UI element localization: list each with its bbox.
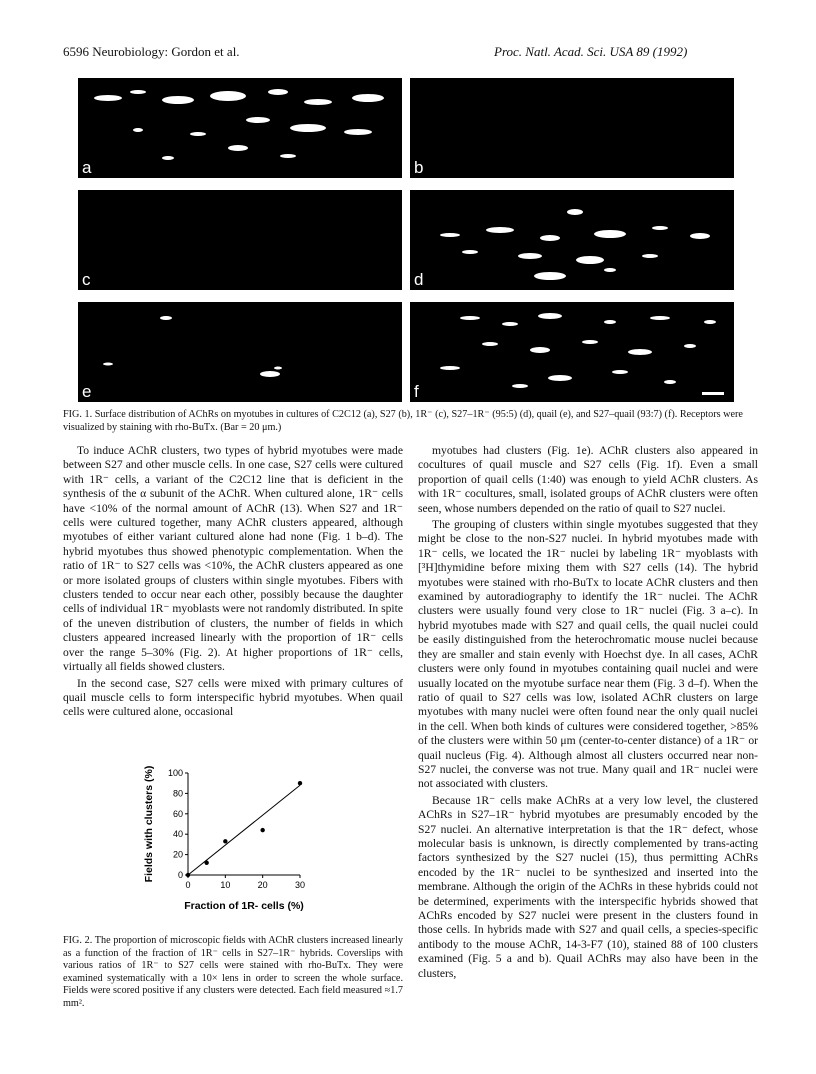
paragraph: The grouping of clusters within single myotubes suggested that they might be close to the non-S27 nuclei. In hybrid myotubes made with 1R⁻ cells, we located the 1R⁻ nuclei by labeling 1R⁻ myoblasts with [³H]thymidine before mixing them with S27 cells (14). The hybrid myotubes were stained with rho-BuTx to locate AChR clusters and then examined by autoradiography to identify the 1R⁻ nuclei. The AChR clusters were usually found very close to 1R⁻ nuclei (Fig. 3 a–c). In hybrid myotubes made with S27 and quail cells, the quail nuclei could be easily distinguished from the heterochromatic mouse nuclei because they are smaller and stain evenly with Hoechst dye. In all cases, AChR clusters were only found in myotubes containing quail nuclei and were usually located on the myotube surface near them (Fig. 3 d–f). When the ratio of quail to S27 cells was low, isolated AChR clusters on large myotubes with many nuclei were often found near the only quail nuclei in the cell. When both kinds of cultures were considered together, >85% of the clusters were within 50 μm (center-to-center distance) of a 1R⁻ or quail nucleus (Fig. 4). Although almost all clusters occurred near non-S27 nuclei, the converse was not true. Many quail and 1R⁻ nuclei were not associated with clusters.: [418, 518, 758, 791]
paragraph: In the second case, S27 cells were mixed with primary cultures of quail muscle cells to form interspecific hybrid myotubes. When quail cells were cultured alone, occasional: [63, 676, 403, 719]
x-axis-label: Fraction of 1R- cells (%): [184, 900, 304, 912]
left-column: [63, 444, 403, 720]
paragraph: Because 1R⁻ cells make AChRs at a very low level, the clustered AChRs in S27–1R⁻ hybrid myotubes are presumably encoded by the S27 nuclei. An alternative interpretation is that the 1R⁻ defect, whose molecular basis is unknown, is directly complemented by trans-acting factors synthesized by the S27 nuclei (15), thus permitting AChRs encoded by the 1R⁻ nuclei to be synthesized and inserted into the membrane. Although the origin of the AChRs in these hybrids could not be determined, experiments with the interspecific hybrids showed that AChRs encoded by S27 nuclei were present in the clusters found in those cells. In hybrids made with S27 and quail cells, a species-specific antibody to the mouse AChR, 14-3-F7 (10), stained 88 of 100 clusters examined (Fig. 5 a and b). Quail AChRs may also have been in the clusters,: [418, 793, 758, 980]
data-point: [298, 781, 302, 785]
data-point: [223, 839, 227, 843]
y-tick-label: 60: [172, 808, 183, 819]
panel-label: c: [82, 270, 91, 289]
y-tick-label: 80: [172, 788, 183, 799]
running-header-left: 6596 Neurobiology: Gordon et al.: [63, 44, 240, 59]
running-header-right: Proc. Natl. Acad. Sci. USA 89 (1992): [494, 44, 688, 59]
y-tick-label: 0: [177, 870, 183, 880]
data-point: [204, 861, 208, 865]
x-tick-label: 20: [257, 880, 268, 890]
panel-label: d: [414, 270, 424, 289]
right-column: [418, 444, 758, 981]
figure1-panel-c: [78, 190, 402, 290]
figure1-panel-e: [78, 302, 402, 402]
figure2-chart-svg: [140, 765, 340, 915]
y-tick-label: 20: [172, 849, 183, 860]
fit-line: [188, 785, 300, 875]
figure2-chart: [140, 765, 340, 915]
data-point: [186, 873, 190, 877]
panel-label: f: [414, 382, 419, 401]
x-tick-label: 0: [185, 880, 191, 890]
figure1-panel-f: [410, 302, 734, 402]
x-tick-label: 10: [220, 880, 231, 890]
panel-label: e: [82, 382, 92, 401]
y-tick-label: 40: [172, 829, 183, 840]
paragraph: To induce AChR clusters, two types of hybrid myotubes were made between S27 and other muscle cells. In one case, S27 cells were cultured with 1R⁻ cells, a variant of the C2C12 line that is deficient in the synthesis of the α subunit of the AChR. When cultured alone, 1R⁻ cells have <10% of the normal amount of AChR (13). When S27 and 1R⁻ cells were cultured together, many AChR clusters appeared, although myotubes of either variant cultured alone had none (Fig. 1 b–d). The hybrid myotubes thus showed phenotypic complementation. When the ratio of 1R⁻ to S27 cells was <10%, the AChR clusters appeared as one or more isolated groups of clusters within single myotubes. Fibers with clusters tended to occur near each other, possibly because the daughter cells of individual 1R⁻ myoblasts were not randomly distributed. In spite of the uneven distribution of clusters, the number of fields in which clusters appeared increased linearly with the proportion of 1R⁻ cells over the range 5–30% (Fig. 2). At higher proportions of 1R⁻ cells, virtually all fields showed clusters.: [63, 444, 403, 674]
y-tick-label: 100: [167, 768, 183, 778]
panel-label: a: [82, 158, 92, 177]
x-tick-label: 30: [294, 880, 306, 890]
figure1-panel-b: [410, 78, 734, 178]
y-axis-label: Fields with clusters (%): [143, 765, 155, 883]
data-point: [260, 828, 264, 832]
figure1-panel-a: [78, 78, 402, 178]
panel-label: b: [414, 158, 424, 177]
paragraph: myotubes had clusters (Fig. 1e). AChR clusters also appeared in cocultures of quail muscle and S27 cells (Fig. 1f). Even a small proportion of quail cells (1:40) was enough to yield AChR clusters. As with 1R⁻ cocultures, small, isolated groups of AChR clusters were often seen, whose numbers depended on the ratio of quail to S27 nuclei.: [418, 444, 758, 515]
figure1-panel-d: [410, 190, 734, 290]
figure1-caption: FIG. 1. Surface distribution of AChRs on myotubes in cultures of C2C12 (a), S27 (b), 1R⁻ (c), S27–1R⁻ (95:5) (d), quail (e), and S27–quail (93:7) (f). Receptors were visualized by staining with rho-BuTx. (Bar = 20 μm.): [63, 409, 743, 433]
figure2-caption: FIG. 2. The proportion of microscopic fields with AChR clusters increased linearly as a function of the fraction of 1R⁻ cells in S27–1R⁻ hybrids. Coverslips with various ratios of 1R⁻ to S27 cells were stained with rho-BuTx. They were examined systematically with a 10× lens in order to screen the whole surface. Fields were scored positive if any clusters were detected. Each field measured ≈1.7 mm².: [63, 935, 403, 1009]
